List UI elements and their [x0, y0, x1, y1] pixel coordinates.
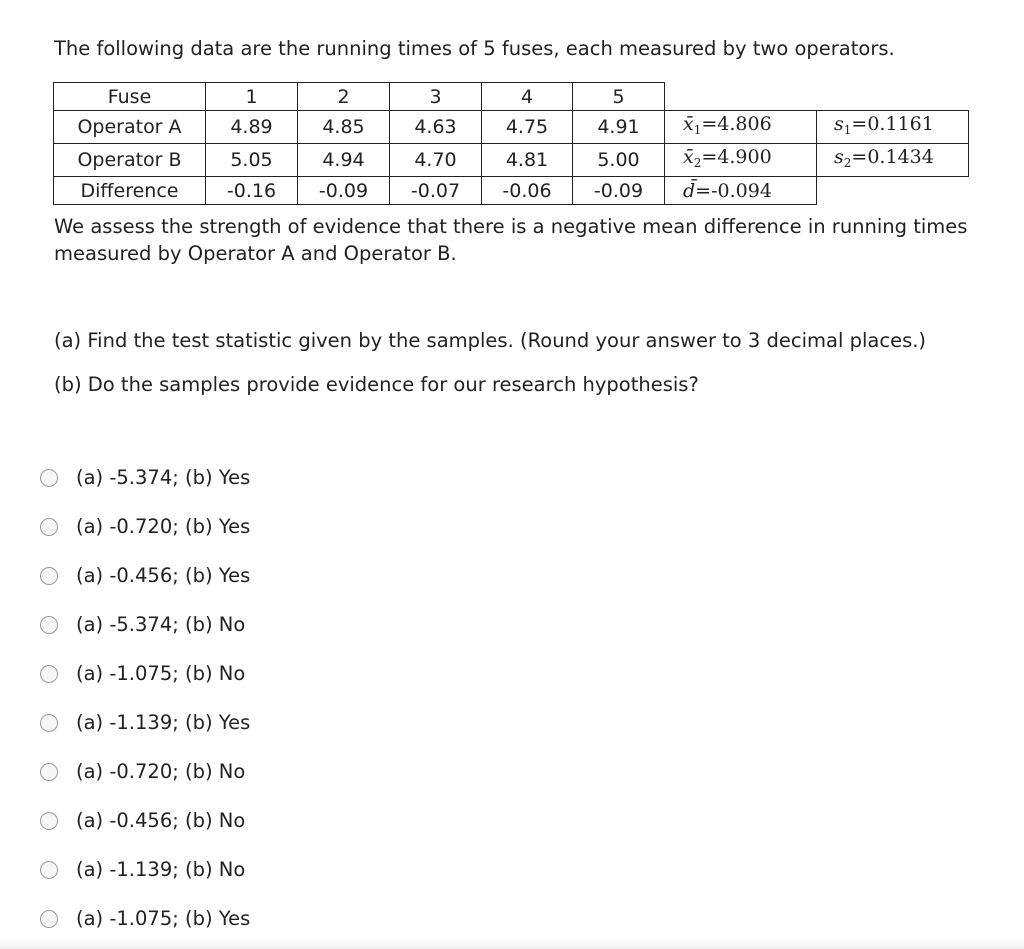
xbar1-stat: $x̄_1=4.806$ — [665, 111, 817, 144]
radio-button[interactable] — [40, 665, 58, 683]
radio-button[interactable] — [40, 812, 58, 830]
dbar-symbol: d̄ — [683, 179, 696, 202]
header-cell: 5 — [573, 83, 665, 111]
table-cell: 4.89 — [206, 111, 298, 144]
answer-option[interactable] — [40, 600, 250, 649]
table-cell: -0.06 — [482, 177, 573, 205]
table-cell: 5.00 — [573, 144, 665, 177]
answer-option[interactable] — [40, 747, 250, 796]
row-label: Operator A — [54, 111, 206, 144]
table-cell: 4.91 — [573, 111, 665, 144]
header-cell: 3 — [390, 83, 482, 111]
option-label: (a) -0.456; (b) No — [76, 809, 246, 832]
table-cell: 4.85 — [298, 111, 390, 144]
header-cell: 1 — [206, 83, 298, 111]
question-intro: The following data are the running times of 5 fuses, each measured by two operators. — [54, 37, 895, 60]
table-row — [54, 144, 969, 177]
radio-button[interactable] — [40, 616, 58, 634]
xbar-symbol: x̄ — [683, 113, 694, 135]
table-cell: 4.70 — [390, 144, 482, 177]
s1-stat: $s_1=0.1161$ — [817, 111, 969, 144]
answer-options — [40, 453, 250, 943]
header-cell: 2 — [298, 83, 390, 111]
question-a: (a) Find the test statistic given by the samples. (Round your answer to 3 decimal places.) — [54, 329, 927, 352]
answer-option[interactable] — [40, 453, 250, 502]
row-label: Difference — [54, 177, 206, 205]
option-label: (a) -1.139; (b) Yes — [76, 711, 251, 734]
option-label: (a) -0.456; (b) Yes — [76, 564, 251, 587]
answer-option[interactable] — [40, 698, 250, 747]
xbar-symbol: x̄ — [683, 146, 694, 168]
table-cell: 4.81 — [482, 144, 573, 177]
page-bottom-edge — [0, 937, 1024, 949]
answer-option[interactable] — [40, 796, 250, 845]
option-label: (a) -1.139; (b) No — [76, 858, 246, 881]
table-cell: -0.09 — [298, 177, 390, 205]
radio-button[interactable] — [40, 567, 58, 585]
table-cell: -0.09 — [573, 177, 665, 205]
header-cell: Fuse — [54, 83, 206, 111]
s2-stat: $s_2=0.1434$ — [817, 144, 969, 177]
table-header-row — [54, 83, 969, 111]
header-cell: 4 — [482, 83, 573, 111]
radio-button[interactable] — [40, 469, 58, 487]
xbar2-stat: $x̄_2=4.900$ — [665, 144, 817, 177]
hypothesis-paragraph: We assess the strength of evidence that there is a negative mean difference in running times measured by Operator A and Operator B. — [54, 215, 968, 265]
option-label: (a) -0.720; (b) Yes — [76, 515, 251, 538]
question-b: (b) Do the samples provide evidence for our research hypothesis? — [54, 373, 699, 396]
table-cell: 4.75 — [482, 111, 573, 144]
answer-option[interactable] — [40, 894, 250, 943]
answer-option[interactable] — [40, 649, 250, 698]
radio-button[interactable] — [40, 518, 58, 536]
option-label: (a) -0.720; (b) No — [76, 760, 246, 783]
table-cell: 5.05 — [206, 144, 298, 177]
table-row — [54, 177, 969, 205]
option-label: (a) -5.374; (b) Yes — [76, 466, 251, 489]
table-cell: 4.94 — [298, 144, 390, 177]
table-cell: -0.07 — [390, 177, 482, 205]
s-symbol: s — [834, 113, 844, 135]
dbar-stat: d̄=-0.094 — [665, 177, 817, 205]
option-label: (a) -1.075; (b) No — [76, 662, 246, 685]
option-label: (a) -1.075; (b) Yes — [76, 907, 251, 930]
table-cell: 4.63 — [390, 111, 482, 144]
option-label: (a) -5.374; (b) No — [76, 613, 246, 636]
answer-option[interactable] — [40, 845, 250, 894]
radio-button[interactable] — [40, 861, 58, 879]
radio-button[interactable] — [40, 910, 58, 928]
s-symbol: s — [834, 146, 844, 168]
row-label: Operator B — [54, 144, 206, 177]
table-cell: -0.16 — [206, 177, 298, 205]
answer-option[interactable] — [40, 502, 250, 551]
radio-button[interactable] — [40, 763, 58, 781]
table-row — [54, 111, 969, 144]
answer-option[interactable] — [40, 551, 250, 600]
radio-button[interactable] — [40, 714, 58, 732]
fuse-data-table — [53, 82, 969, 205]
